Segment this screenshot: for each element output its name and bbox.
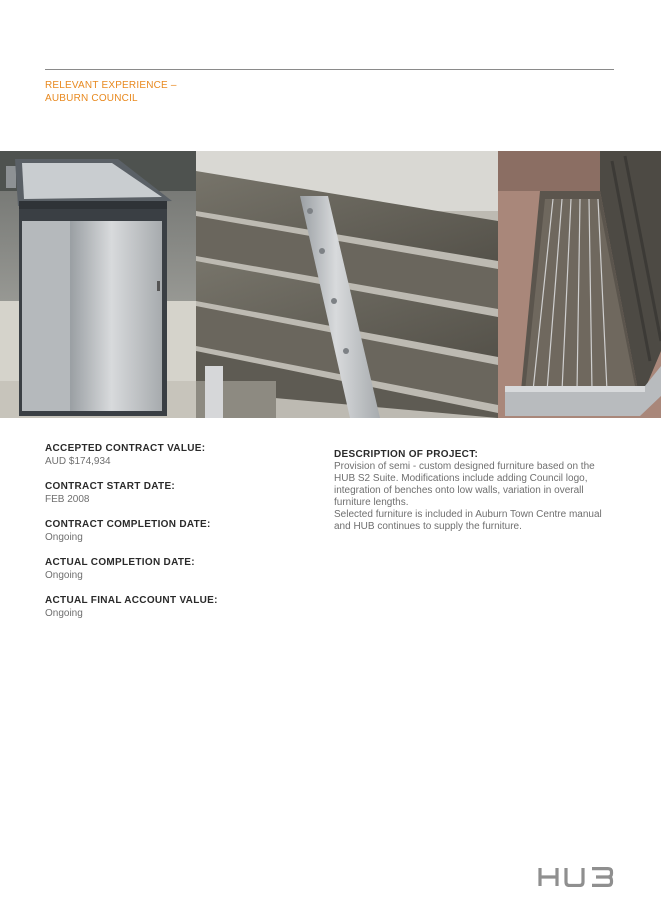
description-paragraph-2: Selected furniture is included in Auburn Town Centre manual and HUB continues to supply the furniture. <box>334 509 602 532</box>
hub-logo <box>538 867 614 887</box>
bench-detail-photo <box>196 151 498 418</box>
field-value: AUD $174,934 <box>45 456 111 467</box>
photo-strip <box>0 151 661 418</box>
field-label: CONTRACT COMPLETION DATE: <box>45 519 211 530</box>
project-description <box>334 448 614 533</box>
field-actual-completion-date <box>45 556 305 582</box>
field-value: Ongoing <box>45 608 83 619</box>
field-label: ACTUAL FINAL ACCOUNT VALUE: <box>45 595 218 606</box>
contract-details <box>45 442 305 632</box>
field-value: Ongoing <box>45 532 83 543</box>
field-actual-final-account-value <box>45 594 305 620</box>
page-header <box>45 79 177 105</box>
field-contract-start-date <box>45 480 305 506</box>
field-value: Ongoing <box>45 570 83 581</box>
header-line-2: AUBURN COUNCIL <box>45 93 138 104</box>
field-value: FEB 2008 <box>45 494 90 505</box>
description-label: DESCRIPTION OF PROJECT: <box>334 449 479 460</box>
bin-photo <box>0 151 196 418</box>
field-label: ACCEPTED CONTRACT VALUE: <box>45 443 206 454</box>
field-label: ACTUAL COMPLETION DATE: <box>45 557 195 568</box>
header-rule <box>45 69 614 70</box>
field-label: CONTRACT START DATE: <box>45 481 176 492</box>
field-contract-completion-date <box>45 518 305 544</box>
description-paragraph-1: Provision of semi - custom designed furniture based on the HUB S2 Suite. Modifications include adding Council logo, integration of benches onto low walls, variation in overall furniture lengths. <box>334 461 595 508</box>
header-line-1: RELEVANT EXPERIENCE – <box>45 80 177 91</box>
field-accepted-contract-value <box>45 442 305 468</box>
bench-photo <box>498 151 661 418</box>
